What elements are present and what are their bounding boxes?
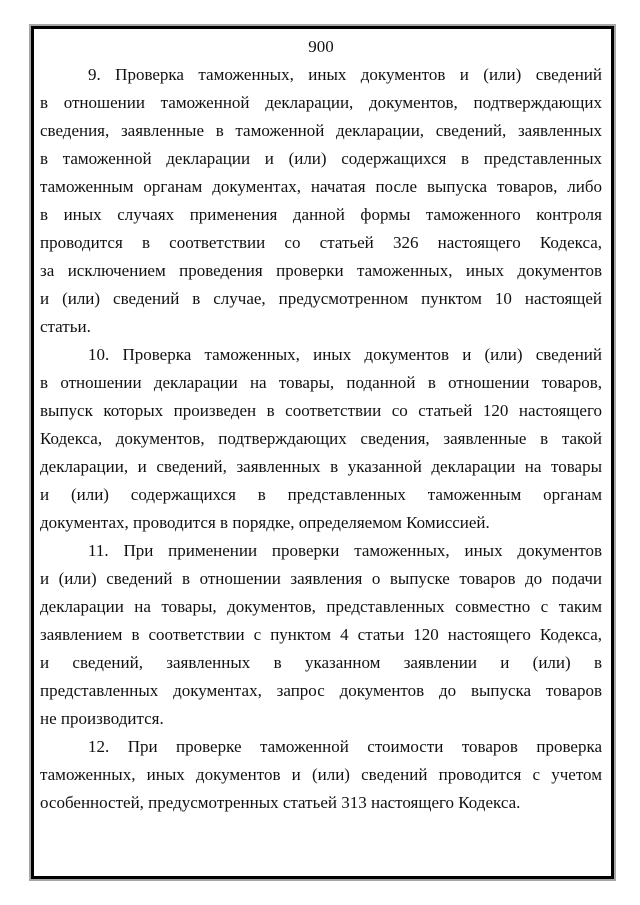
text-line: 12. При проверке таможенной стоимости товаров проверка	[88, 737, 602, 756]
text-line: и сведений, заявленных в указанном заявлении и (или) в	[40, 653, 602, 672]
paragraph-12	[40, 733, 602, 817]
text-line: статьи.	[40, 317, 91, 336]
text-line: таможенным органам документах, начатая после выпуска товаров, либо	[40, 177, 602, 196]
page-border-frame	[31, 26, 614, 879]
text-line: и (или) сведений в случае, предусмотренном пунктом 10 настоящей	[40, 289, 602, 308]
text-line: заявлением в соответствии с пунктом 4 статьи 120 настоящего Кодекса,	[40, 625, 602, 644]
paragraph-10	[40, 341, 602, 537]
text-line: таможенных, иных документов и (или) сведений проводится с учетом	[40, 765, 602, 784]
text-line: декларации, и сведений, заявленных в указанной декларации на товары	[40, 457, 602, 476]
text-line: представленных документах, запрос документов до выпуска товаров	[40, 681, 602, 700]
text-line: в иных случаях применения данной формы таможенного контроля	[40, 205, 602, 224]
text-line: 11. При применении проверки таможенных, иных документов	[88, 541, 602, 560]
text-line: проводится в соответствии со статьей 326 настоящего Кодекса,	[40, 233, 602, 252]
text-line: за исключением проведения проверки таможенных, иных документов	[40, 261, 602, 280]
paragraph-9	[40, 61, 602, 341]
text-line: 10. Проверка таможенных, иных документов и (или) сведений	[88, 345, 602, 364]
text-line: особенностей, предусмотренных статьей 313 настоящего Кодекса.	[40, 793, 521, 812]
text-line: декларации на товары, документов, представленных совместно с таким	[40, 597, 602, 616]
text-line: не производится.	[40, 709, 164, 728]
text-line: и (или) содержащихся в представленных таможенным органам	[40, 485, 602, 504]
text-line: в отношении декларации на товары, поданной в отношении товаров,	[40, 373, 602, 392]
text-line: сведения, заявленные в таможенной декларации, сведений, заявленных	[40, 121, 602, 140]
text-line: документах, проводится в порядке, определяемом Комиссией.	[40, 513, 490, 532]
text-line: 9. Проверка таможенных, иных документов и (или) сведений	[88, 65, 602, 84]
paragraph-11	[40, 537, 602, 733]
text-line: Кодекса, документов, подтверждающих сведения, заявленные в такой	[40, 429, 602, 448]
text-line: и (или) сведений в отношении заявления о выпуске товаров до подачи	[40, 569, 602, 588]
text-line: в отношении таможенной декларации, документов, подтверждающих	[40, 93, 602, 112]
text-line: выпуск которых произведен в соответствии со статьей 120 настоящего	[40, 401, 602, 420]
page-number: 900	[308, 37, 334, 56]
text-line: в таможенной декларации и (или) содержащихся в представленных	[40, 149, 602, 168]
